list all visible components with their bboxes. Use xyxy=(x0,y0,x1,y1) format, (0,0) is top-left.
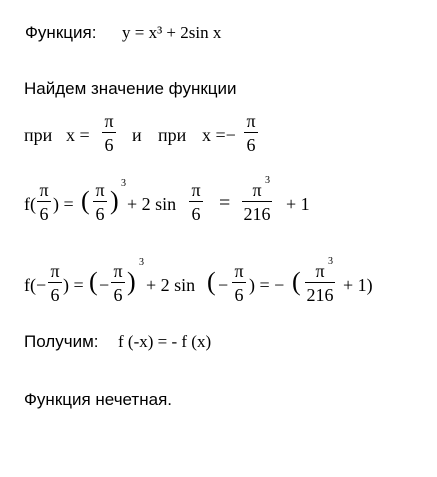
fraction-numerator: π xyxy=(50,261,60,281)
at-fraction-1 xyxy=(102,112,116,154)
eq2-minus-2: − xyxy=(99,275,110,295)
eq1-left-paren: ( xyxy=(81,186,90,215)
fraction-bar xyxy=(244,132,258,133)
eq2-right-paren: ) xyxy=(127,267,136,296)
eq2-exponent: 3 xyxy=(139,257,144,268)
fraction-denominator: 216 xyxy=(243,204,271,224)
conclusion-text: Функция нечетная. xyxy=(24,390,172,409)
fraction-bar xyxy=(232,282,246,283)
fraction-numerator: π xyxy=(315,261,325,281)
at-pri-1: при xyxy=(24,125,53,145)
eq1-equals: = xyxy=(219,192,231,214)
fraction-denominator: 6 xyxy=(113,285,123,305)
fraction-numerator: π xyxy=(104,111,114,131)
eq1-result-fraction xyxy=(242,181,272,223)
result-formula: f (-x) = - f (x) xyxy=(118,332,212,351)
result-label: Получим: xyxy=(24,332,99,351)
at-x-eq-2: x =− xyxy=(202,125,236,145)
function-formula: y = x³ + 2sin x xyxy=(122,23,222,42)
fraction-numerator: π xyxy=(191,180,201,200)
eq2-plus-2sin: + 2 sin xyxy=(146,275,196,295)
eq1-arg-fraction xyxy=(37,181,51,223)
fraction-bar xyxy=(48,282,62,283)
eq1-right-paren: ) xyxy=(110,186,119,215)
fraction-denominator: 6 xyxy=(95,204,105,224)
eq2-minus-1: − xyxy=(36,275,47,295)
fraction-bar xyxy=(93,201,107,202)
at-x-eq-1: x = xyxy=(66,125,90,145)
eq2-result-exponent: 3 xyxy=(328,256,333,267)
fraction-denominator: 216 xyxy=(306,285,334,305)
eq1-f-open: f( xyxy=(24,194,36,214)
function-label: Функция: xyxy=(25,23,97,42)
fraction-bar xyxy=(242,201,272,202)
eq2-sin-left-paren: ( xyxy=(207,267,216,296)
eq2-close-eq: ) = xyxy=(63,275,84,295)
fraction-denominator: 6 xyxy=(50,285,60,305)
eq2-close-eq-minus: ) = − xyxy=(249,275,285,295)
at-fraction-2 xyxy=(244,112,258,154)
eq2-inner-fraction xyxy=(111,262,125,304)
eq1-exponent: 3 xyxy=(121,178,126,189)
fraction-denominator: 6 xyxy=(39,204,49,224)
fraction-bar xyxy=(111,282,125,283)
fraction-bar xyxy=(305,282,335,283)
eq2-minus-3: − xyxy=(218,275,229,295)
eq1-result-exponent: 3 xyxy=(265,175,270,186)
fraction-numerator: π xyxy=(113,261,123,281)
eq1-inner-fraction xyxy=(93,181,107,223)
fraction-bar xyxy=(37,201,51,202)
fraction-denominator: 6 xyxy=(246,135,256,155)
eq2-left-paren: ( xyxy=(89,267,98,296)
fraction-bar xyxy=(102,132,116,133)
fraction-numerator: π xyxy=(246,111,256,131)
eq2-result-fraction xyxy=(305,262,335,304)
fraction-denominator: 6 xyxy=(234,285,244,305)
eq2-plus-one-close: + 1) xyxy=(343,275,373,295)
at-and: и xyxy=(132,125,142,145)
fraction-bar xyxy=(189,201,203,202)
find-value-text: Найдем значение функции xyxy=(24,79,237,98)
eq2-outer-left-paren: ( xyxy=(292,267,301,296)
fraction-numerator: π xyxy=(39,180,49,200)
eq2-arg-fraction xyxy=(48,262,62,304)
at-pri-2: при xyxy=(158,125,187,145)
fraction-denominator: 6 xyxy=(104,135,114,155)
eq1-sin-fraction xyxy=(189,181,203,223)
fraction-numerator: π xyxy=(252,180,262,200)
eq2-f-open: f( xyxy=(24,275,36,295)
fraction-denominator: 6 xyxy=(191,204,201,224)
eq1-close-eq: ) = xyxy=(53,194,74,214)
fraction-numerator: π xyxy=(95,180,105,200)
eq1-plus-2sin: + 2 sin xyxy=(127,194,177,214)
eq1-plus-one: + 1 xyxy=(286,194,310,214)
eq2-sin-fraction xyxy=(232,262,246,304)
fraction-numerator: π xyxy=(234,261,244,281)
